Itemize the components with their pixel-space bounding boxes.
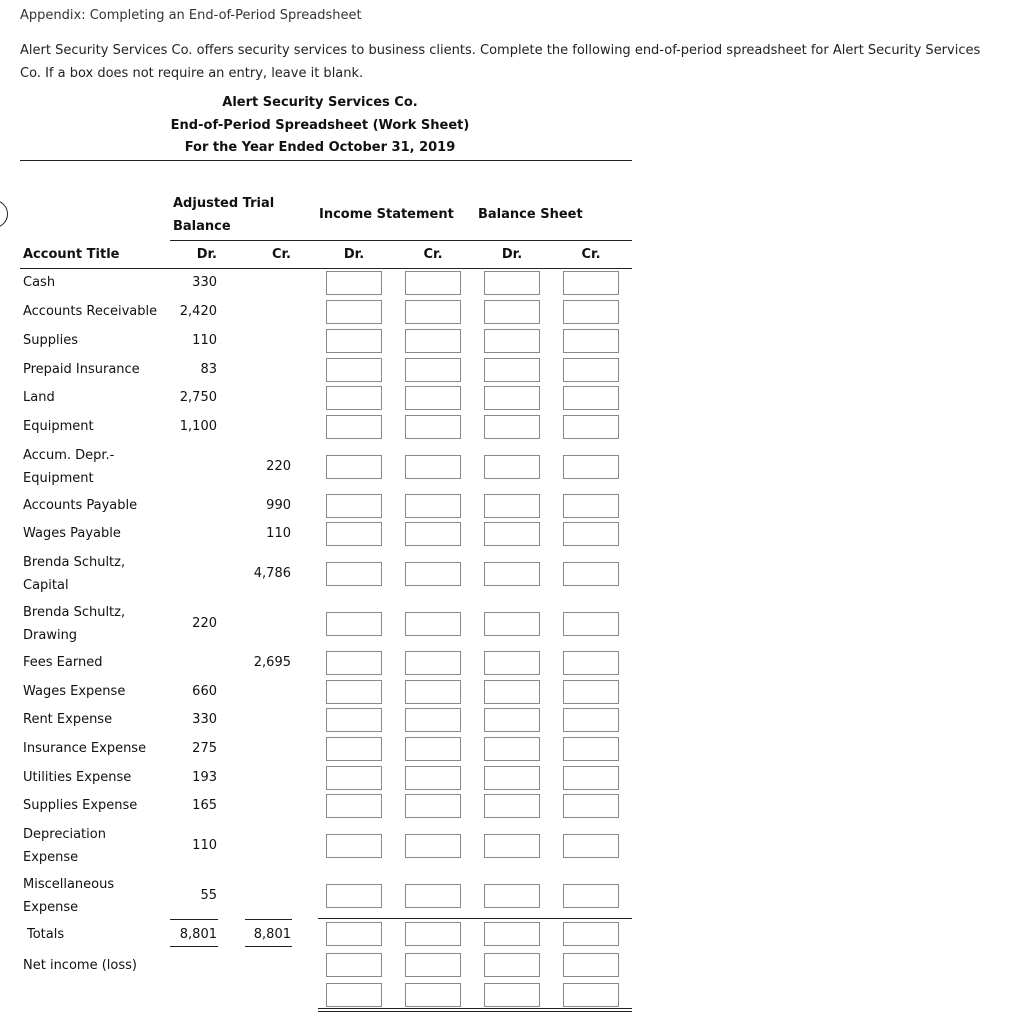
atb-dr-amount: 2,750	[179, 389, 217, 405]
is-dr-input[interactable]	[326, 612, 382, 636]
atb-dr-total: 8,801	[179, 927, 217, 942]
atb-dr-amount: 330	[192, 711, 217, 727]
is-dr-input[interactable]	[326, 494, 382, 518]
totals-is-dr-input[interactable]	[326, 922, 382, 946]
atb-dr-amount: 165	[192, 797, 217, 813]
atb-dr-total-rule-bottom	[170, 946, 218, 947]
is-cr-input[interactable]	[405, 794, 461, 818]
column-header-rule	[20, 268, 632, 269]
net-income-label: Net income (loss)	[23, 958, 137, 973]
account-title: Brenda Schultz, Capital	[23, 555, 126, 593]
question-marker-icon	[0, 200, 8, 228]
account-title: Equipment	[23, 419, 94, 434]
bs-cr-input[interactable]	[563, 415, 619, 439]
col-group-adjusted-trial-balance-2: Balance	[173, 219, 231, 234]
account-title: Fees Earned	[23, 655, 103, 670]
totals-rule-top	[318, 918, 632, 919]
bs-dr-input[interactable]	[484, 494, 540, 518]
account-title: Depreciation Expense	[23, 827, 106, 865]
is-dr-input[interactable]	[326, 708, 382, 732]
is-dr-input[interactable]	[326, 455, 382, 479]
page-heading: Appendix: Completing an End-of-Period Spreadsheet	[20, 8, 362, 23]
col-bs-cr: Cr.	[581, 247, 601, 262]
bs-cr-input[interactable]	[563, 329, 619, 353]
is-cr-input[interactable]	[405, 562, 461, 586]
bs-cr-input[interactable]	[563, 612, 619, 636]
is-dr-input[interactable]	[326, 329, 382, 353]
atb-dr-amount: 1,100	[179, 418, 217, 434]
bs-dr-input[interactable]	[484, 455, 540, 479]
bs-dr-input[interactable]	[484, 562, 540, 586]
is-dr-input[interactable]	[326, 884, 382, 908]
bs-dr-input[interactable]	[484, 271, 540, 295]
is-cr-input[interactable]	[405, 271, 461, 295]
atb-dr-amount: 55	[200, 888, 217, 903]
bs-dr-input[interactable]	[484, 766, 540, 790]
bs-dr-input[interactable]	[484, 300, 540, 324]
final-total-is-dr-input[interactable]	[326, 983, 382, 1007]
col-account-title: Account Title	[23, 247, 120, 262]
bs-dr-input[interactable]	[484, 358, 540, 382]
bs-cr-input[interactable]	[563, 737, 619, 761]
is-dr-input[interactable]	[326, 415, 382, 439]
final-total-bs-dr-input[interactable]	[484, 983, 540, 1007]
account-title: Accum. Depr.-Equipment	[23, 448, 115, 486]
totals-is-cr-input[interactable]	[405, 922, 461, 946]
is-dr-input[interactable]	[326, 386, 382, 410]
totals-label: Totals	[27, 927, 65, 942]
atb-dr-amount: 83	[200, 361, 217, 377]
atb-cr-amount: 4,786	[253, 566, 291, 581]
col-group-income-statement: Income Statement	[319, 207, 454, 222]
atb-dr-amount: 220	[192, 616, 217, 631]
bs-cr-input[interactable]	[563, 386, 619, 410]
atb-cr-total-rule-top	[245, 919, 292, 920]
bs-cr-input[interactable]	[563, 766, 619, 790]
bs-cr-input[interactable]	[563, 884, 619, 908]
is-dr-input[interactable]	[326, 680, 382, 704]
is-cr-input[interactable]	[405, 358, 461, 382]
bs-dr-input[interactable]	[484, 884, 540, 908]
account-title: Insurance Expense	[23, 741, 147, 756]
account-title: Supplies	[23, 333, 78, 348]
is-dr-input[interactable]	[326, 300, 382, 324]
is-cr-input[interactable]	[405, 651, 461, 675]
col-group-adjusted-trial-balance-1: Adjusted Trial	[173, 196, 275, 211]
company-name: Alert Security Services Co.	[222, 95, 418, 110]
atb-dr-amount: 110	[192, 838, 217, 853]
is-cr-input[interactable]	[405, 329, 461, 353]
bs-cr-input[interactable]	[563, 708, 619, 732]
is-cr-input[interactable]	[405, 708, 461, 732]
is-dr-input[interactable]	[326, 651, 382, 675]
bs-dr-input[interactable]	[484, 737, 540, 761]
account-title: Wages Expense	[23, 684, 126, 699]
atb-dr-total-rule-top	[170, 919, 218, 920]
atb-cr-amount: 220	[266, 459, 291, 474]
bs-dr-input[interactable]	[484, 522, 540, 546]
totals-bs-dr-input[interactable]	[484, 922, 540, 946]
is-cr-input[interactable]	[405, 455, 461, 479]
col-group-balance-sheet: Balance Sheet	[478, 207, 583, 222]
col-bs-dr: Dr.	[501, 247, 523, 262]
bs-dr-input[interactable]	[484, 415, 540, 439]
atb-dr-amount: 2,420	[179, 303, 217, 319]
net-income-bs-dr-input[interactable]	[484, 953, 540, 977]
bs-dr-input[interactable]	[484, 329, 540, 353]
bs-dr-input[interactable]	[484, 680, 540, 704]
account-title: Prepaid Insurance	[23, 362, 140, 377]
atb-cr-amount: 110	[266, 525, 291, 541]
col-atb-dr: Dr.	[196, 247, 217, 262]
atb-dr-amount: 275	[192, 740, 217, 756]
is-cr-input[interactable]	[405, 300, 461, 324]
bs-dr-input[interactable]	[484, 612, 540, 636]
bs-cr-input[interactable]	[563, 300, 619, 324]
bs-cr-input[interactable]	[563, 455, 619, 479]
is-dr-input[interactable]	[326, 794, 382, 818]
bs-cr-input[interactable]	[563, 562, 619, 586]
atb-cr-amount: 990	[266, 497, 291, 513]
account-title: Brenda Schultz, Drawing	[23, 605, 126, 643]
account-title: Miscellaneous Expense	[23, 877, 115, 915]
account-title: Supplies Expense	[23, 798, 138, 813]
col-is-cr: Cr.	[423, 247, 443, 262]
account-title: Rent Expense	[23, 712, 113, 727]
bs-dr-input[interactable]	[484, 708, 540, 732]
bs-cr-input[interactable]	[563, 834, 619, 858]
is-dr-input[interactable]	[326, 358, 382, 382]
is-dr-input[interactable]	[326, 522, 382, 546]
atb-dr-amount: 330	[192, 274, 217, 290]
is-cr-input[interactable]	[405, 612, 461, 636]
atb-cr-total-rule-bottom	[245, 946, 292, 947]
is-cr-input[interactable]	[405, 415, 461, 439]
is-dr-input[interactable]	[326, 562, 382, 586]
account-title: Wages Payable	[23, 526, 121, 541]
account-title: Accounts Payable	[23, 498, 138, 513]
period-title: For the Year Ended October 31, 2019	[184, 140, 456, 155]
is-cr-input[interactable]	[405, 834, 461, 858]
bs-cr-input[interactable]	[563, 794, 619, 818]
is-cr-input[interactable]	[405, 737, 461, 761]
atb-cr-total: 8,801	[253, 927, 291, 942]
final-total-bs-cr-input[interactable]	[563, 983, 619, 1007]
account-title: Accounts Receivable	[23, 304, 158, 319]
is-cr-input[interactable]	[405, 522, 461, 546]
bs-cr-input[interactable]	[563, 494, 619, 518]
atb-dr-amount: 193	[192, 769, 217, 785]
bs-dr-input[interactable]	[484, 794, 540, 818]
group-header-rule	[170, 240, 632, 241]
account-title: Land	[23, 390, 55, 405]
is-cr-input[interactable]	[405, 494, 461, 518]
title-rule	[20, 160, 632, 161]
account-title: Utilities Expense	[23, 770, 132, 785]
bs-cr-input[interactable]	[563, 651, 619, 675]
bs-cr-input[interactable]	[563, 271, 619, 295]
totals-bs-cr-input[interactable]	[563, 922, 619, 946]
instructions: Alert Security Services Co. offers security services to business clients. Complete the following end-of-period spreadsheet for Alert Security Services Co. If a box does not require an entry, leave it blank.	[20, 43, 981, 81]
col-atb-cr: Cr.	[271, 247, 291, 262]
is-cr-input[interactable]	[405, 386, 461, 410]
final-total-is-cr-input[interactable]	[405, 983, 461, 1007]
is-cr-input[interactable]	[405, 680, 461, 704]
bs-dr-input[interactable]	[484, 386, 540, 410]
is-dr-input[interactable]	[326, 766, 382, 790]
bs-cr-input[interactable]	[563, 522, 619, 546]
final-total-double-rule-1	[318, 1008, 632, 1009]
bs-dr-input[interactable]	[484, 651, 540, 675]
col-is-dr: Dr.	[343, 247, 365, 262]
is-cr-input[interactable]	[405, 884, 461, 908]
is-dr-input[interactable]	[326, 271, 382, 295]
net-income-is-dr-input[interactable]	[326, 953, 382, 977]
atb-dr-amount: 110	[192, 332, 217, 348]
atb-cr-amount: 2,695	[253, 654, 291, 670]
bs-cr-input[interactable]	[563, 358, 619, 382]
bs-dr-input[interactable]	[484, 834, 540, 858]
is-dr-input[interactable]	[326, 737, 382, 761]
net-income-is-cr-input[interactable]	[405, 953, 461, 977]
net-income-bs-cr-input[interactable]	[563, 953, 619, 977]
atb-dr-amount: 660	[192, 683, 217, 699]
account-title: Cash	[23, 275, 56, 290]
final-total-double-rule-2	[318, 1011, 632, 1012]
statement-title: End-of-Period Spreadsheet (Work Sheet)	[170, 118, 470, 133]
is-dr-input[interactable]	[326, 834, 382, 858]
is-cr-input[interactable]	[405, 766, 461, 790]
bs-cr-input[interactable]	[563, 680, 619, 704]
